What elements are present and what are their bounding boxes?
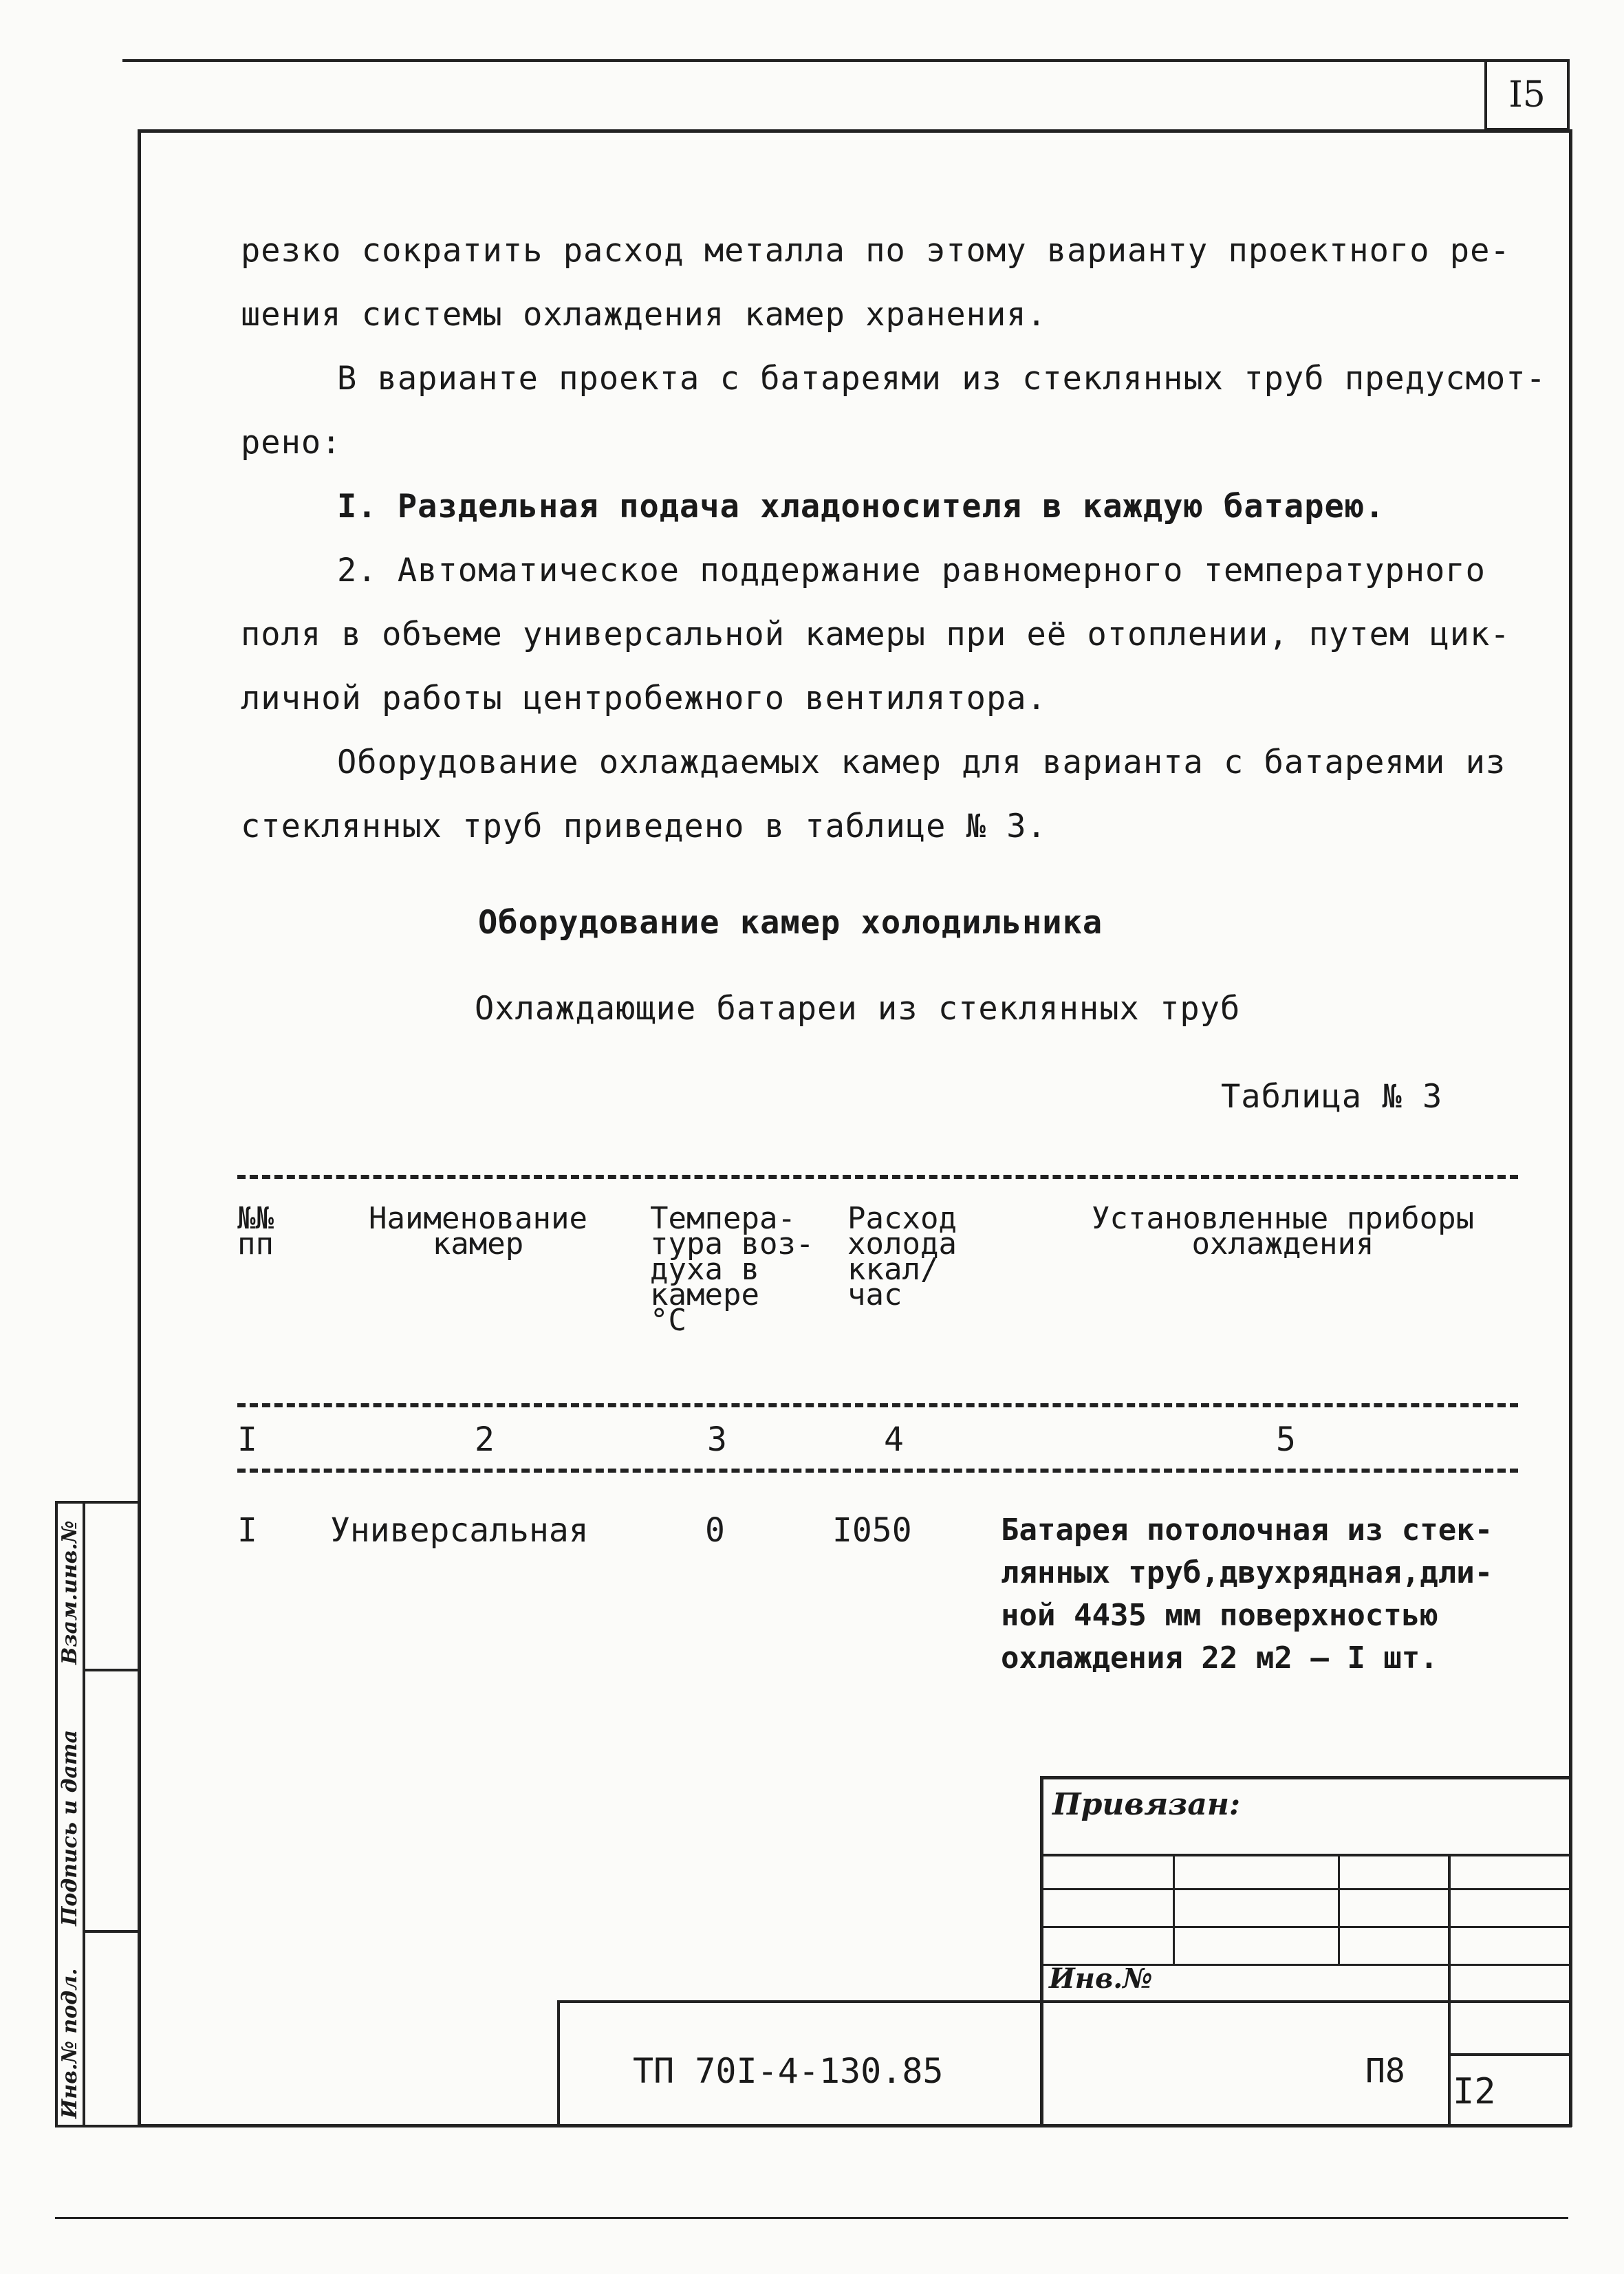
table-rule-middle	[237, 1403, 1518, 1407]
table-colnum-2: 2	[475, 1420, 495, 1459]
paragraph-line-7: поля в объеме универсальной камеры при её отоплении, путем цик-	[241, 616, 1511, 653]
table-colnum-1: I	[237, 1420, 257, 1459]
table-rule-bottom	[237, 1469, 1518, 1473]
binding-strip-sep-1	[83, 1669, 140, 1671]
table-colnum-4: 4	[884, 1420, 904, 1459]
title-strip-top	[557, 2000, 1451, 2003]
table-colnum-3: 3	[707, 1420, 727, 1459]
stamp-row-line-1	[1040, 1854, 1572, 1856]
stamp-row-line-2	[1040, 1888, 1572, 1890]
stamp-row-line-3	[1040, 1926, 1572, 1928]
paragraph-line-4: рено:	[241, 424, 342, 462]
title-strip-left	[557, 2000, 560, 2127]
stamp-col-line-2	[1338, 1854, 1340, 1964]
binding-strip-sep-2	[83, 1930, 140, 1933]
stamp-inv-no: Инв.№	[1049, 1962, 1153, 1995]
table-row-devices-line-4: охлаждения 22 м2 – I шт.	[1001, 1640, 1438, 1676]
frame-top-outer	[122, 59, 1512, 62]
side-label-vzam-inv: Взам.инв.№	[58, 1520, 82, 1665]
sheet-number-divider	[1448, 2053, 1572, 2056]
table-rule-top	[237, 1175, 1518, 1179]
paragraph-line-2: шения системы охлаждения камер хранения.	[241, 296, 1047, 334]
table-colnum-5: 5	[1276, 1420, 1296, 1459]
table-row-name: Универсальная	[330, 1511, 589, 1550]
table-label: Таблица № 3	[1221, 1078, 1443, 1116]
table-header-temp: Темпера- тура воз- духа в камере °С	[650, 1201, 814, 1338]
doc-code: ТП 70I-4-130.85	[633, 2051, 944, 2091]
stamp-col-line-3	[1448, 1854, 1451, 2127]
side-label-podpis-data: Подпись и дата	[58, 1729, 82, 1926]
paragraph-line-8: личной работы центробежного вентилятора.	[241, 680, 1047, 717]
paragraph-line-10: стеклянных труб приведено в таблице № 3.	[241, 808, 1047, 845]
table-row-num: I	[237, 1511, 257, 1550]
side-label-inv-podl: Инв.№ подл.	[58, 1968, 82, 2119]
table-header-cold: Расход холода ккал/ час	[847, 1201, 957, 1312]
binding-strip-divider	[83, 1504, 85, 2125]
page-number-box	[1484, 59, 1570, 131]
table-row-devices-line-1: Батарея потолочная из стек-	[1001, 1513, 1493, 1548]
table-header-devices: Установленные приборы охлаждения	[1091, 1201, 1475, 1261]
section-subtitle: Охлаждающие батареи из стеклянных труб	[475, 990, 1241, 1028]
stamp-privyazan: Привязан:	[1052, 1787, 1241, 1822]
paragraph-line-1: резко сократить расход металла по этому варианту проектного ре-	[241, 232, 1511, 270]
sheet-code: П8	[1365, 2052, 1405, 2090]
table-row-devices-line-2: лянных труб,двухрядная,дли-	[1001, 1555, 1493, 1590]
table-row-devices-line-3: ной 4435 мм поверхностью	[1001, 1598, 1438, 1633]
paragraph-line-3: В варианте проекта с батареями из стеклянных труб предусмот-	[337, 360, 1546, 398]
paragraph-line-9: Оборудование охлаждаемых камер для варианта с батареями из	[337, 744, 1506, 781]
frame-top-inner	[138, 129, 1572, 133]
table-header-name: Наименование камер	[369, 1201, 587, 1261]
table-row-cold: I050	[832, 1511, 912, 1550]
stamp-col-line-1	[1173, 1854, 1175, 1964]
section-title: Оборудование камер холодильника	[478, 904, 1103, 942]
paragraph-line-6: 2. Автоматическое поддержание равномерного температурного	[337, 552, 1486, 589]
page-number: I5	[1508, 74, 1546, 116]
page-bottom-line	[55, 2217, 1568, 2219]
paragraph-line-5: I. Раздельная подача хладоносителя в каждую батарею.	[337, 488, 1385, 526]
table-row-temp: 0	[705, 1511, 725, 1550]
sheet-number: I2	[1453, 2071, 1496, 2112]
table-header-num: №№ пп	[237, 1201, 274, 1261]
